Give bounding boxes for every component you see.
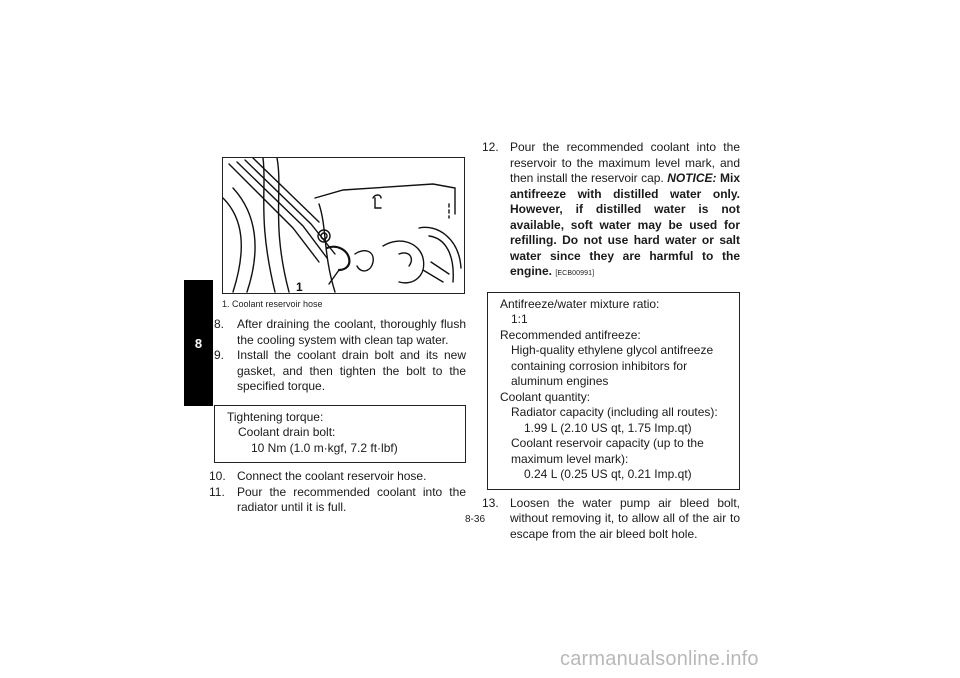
step-text: Pour the recommended coolant into the radiator until it is full. <box>237 484 466 514</box>
notice-label: NOTICE: <box>667 171 717 185</box>
step-12 <box>482 140 740 282</box>
spec-label: Coolant quantity: <box>500 389 591 404</box>
step-number: 8. <box>214 317 225 331</box>
fitting-shape <box>399 253 411 266</box>
step-number: 13. <box>482 495 499 510</box>
step-number: 10. <box>209 469 226 483</box>
frame-tube-line <box>245 160 335 254</box>
fitting-shape <box>419 227 461 268</box>
reference-code: [ECB00991] <box>555 270 595 277</box>
watermark-text: carmanualsonline.info <box>560 648 759 670</box>
figure-callout-number: 1 <box>296 280 303 293</box>
step-13 <box>482 495 740 543</box>
frame-curve <box>233 188 255 292</box>
notice-text: Mix antifreeze with distilled water only. However, if distilled water is not available, soft water may be used for refilling. Do not use hard water or salt water since they are harmful to the engine. <box>510 171 740 278</box>
figure-caption: 1. Coolant reservoir hose <box>222 299 323 309</box>
spec-item: Coolant reservoir capacity (up to the maximum level mark): <box>511 436 704 466</box>
step-8 <box>214 317 466 348</box>
step-number: 11. <box>209 484 225 499</box>
frame-curve <box>277 158 289 292</box>
frame-tube-line <box>253 158 319 222</box>
spec-value: High-quality ethylene glycol antifreeze containing corrosion inhibitors for aluminum engines <box>511 343 714 388</box>
spec-label: Antifreeze/water mixture ratio: <box>500 296 660 311</box>
frame-tube-line <box>237 162 327 258</box>
spec-value: 10 Nm (1.0 m·kgf, 7.2 ft·lbf) <box>251 440 398 455</box>
tightening-torque-box <box>214 405 466 464</box>
step-9 <box>214 348 466 395</box>
step-text: Loosen the water pump air bleed bolt, without removing it, to allow all of the air to escape from the air bleed bolt hole. <box>510 495 740 541</box>
step-11 <box>209 484 466 516</box>
coolant-spec-box <box>487 292 740 490</box>
line-drawing <box>223 158 464 293</box>
step-number: 12. <box>482 140 499 154</box>
engine-mark <box>373 195 381 198</box>
coolant-reservoir-hose-illustration <box>222 157 465 294</box>
spec-value: 0.24 L (0.25 US qt, 0.21 Imp.qt) <box>524 467 692 481</box>
page-number: 8-36 <box>465 514 486 525</box>
step-text: Pour the recommended coolant into the reservoir to the maximum level mark, and then install the reservoir cap. <box>510 140 740 185</box>
spec-item: Coolant drain bolt: <box>238 425 336 439</box>
spec-value: 1:1 <box>511 312 528 326</box>
spec-title: Tightening torque: <box>227 409 324 424</box>
chapter-tab <box>184 280 213 406</box>
fitting-shape <box>383 241 424 283</box>
right-column <box>482 140 740 542</box>
spec-value: 1.99 L (2.10 US qt, 1.75 Imp.qt) <box>524 420 692 435</box>
step-10 <box>209 469 466 485</box>
spec-item: Radiator capacity (including all routes): <box>511 405 718 419</box>
frame-curve <box>223 198 241 292</box>
step-number: 9. <box>214 348 225 362</box>
engine-mark <box>375 198 381 208</box>
engine-case-line <box>315 184 455 214</box>
step-text: Connect the coolant reservoir hose. <box>237 469 427 483</box>
step-text: Install the coolant drain bolt and its new gasket, and then tighten the bolt to the specified torque. <box>237 348 466 393</box>
chapter-number: 8 <box>194 335 203 351</box>
reservoir-hose-shape <box>327 247 349 270</box>
step-text: After draining the coolant, thoroughly flush the cooling system with clean tap water. <box>237 317 466 347</box>
spec-label: Recommended antifreeze: <box>500 327 641 342</box>
fitting-shape <box>355 251 373 271</box>
left-column <box>209 317 466 516</box>
hatch-lines <box>423 262 449 282</box>
